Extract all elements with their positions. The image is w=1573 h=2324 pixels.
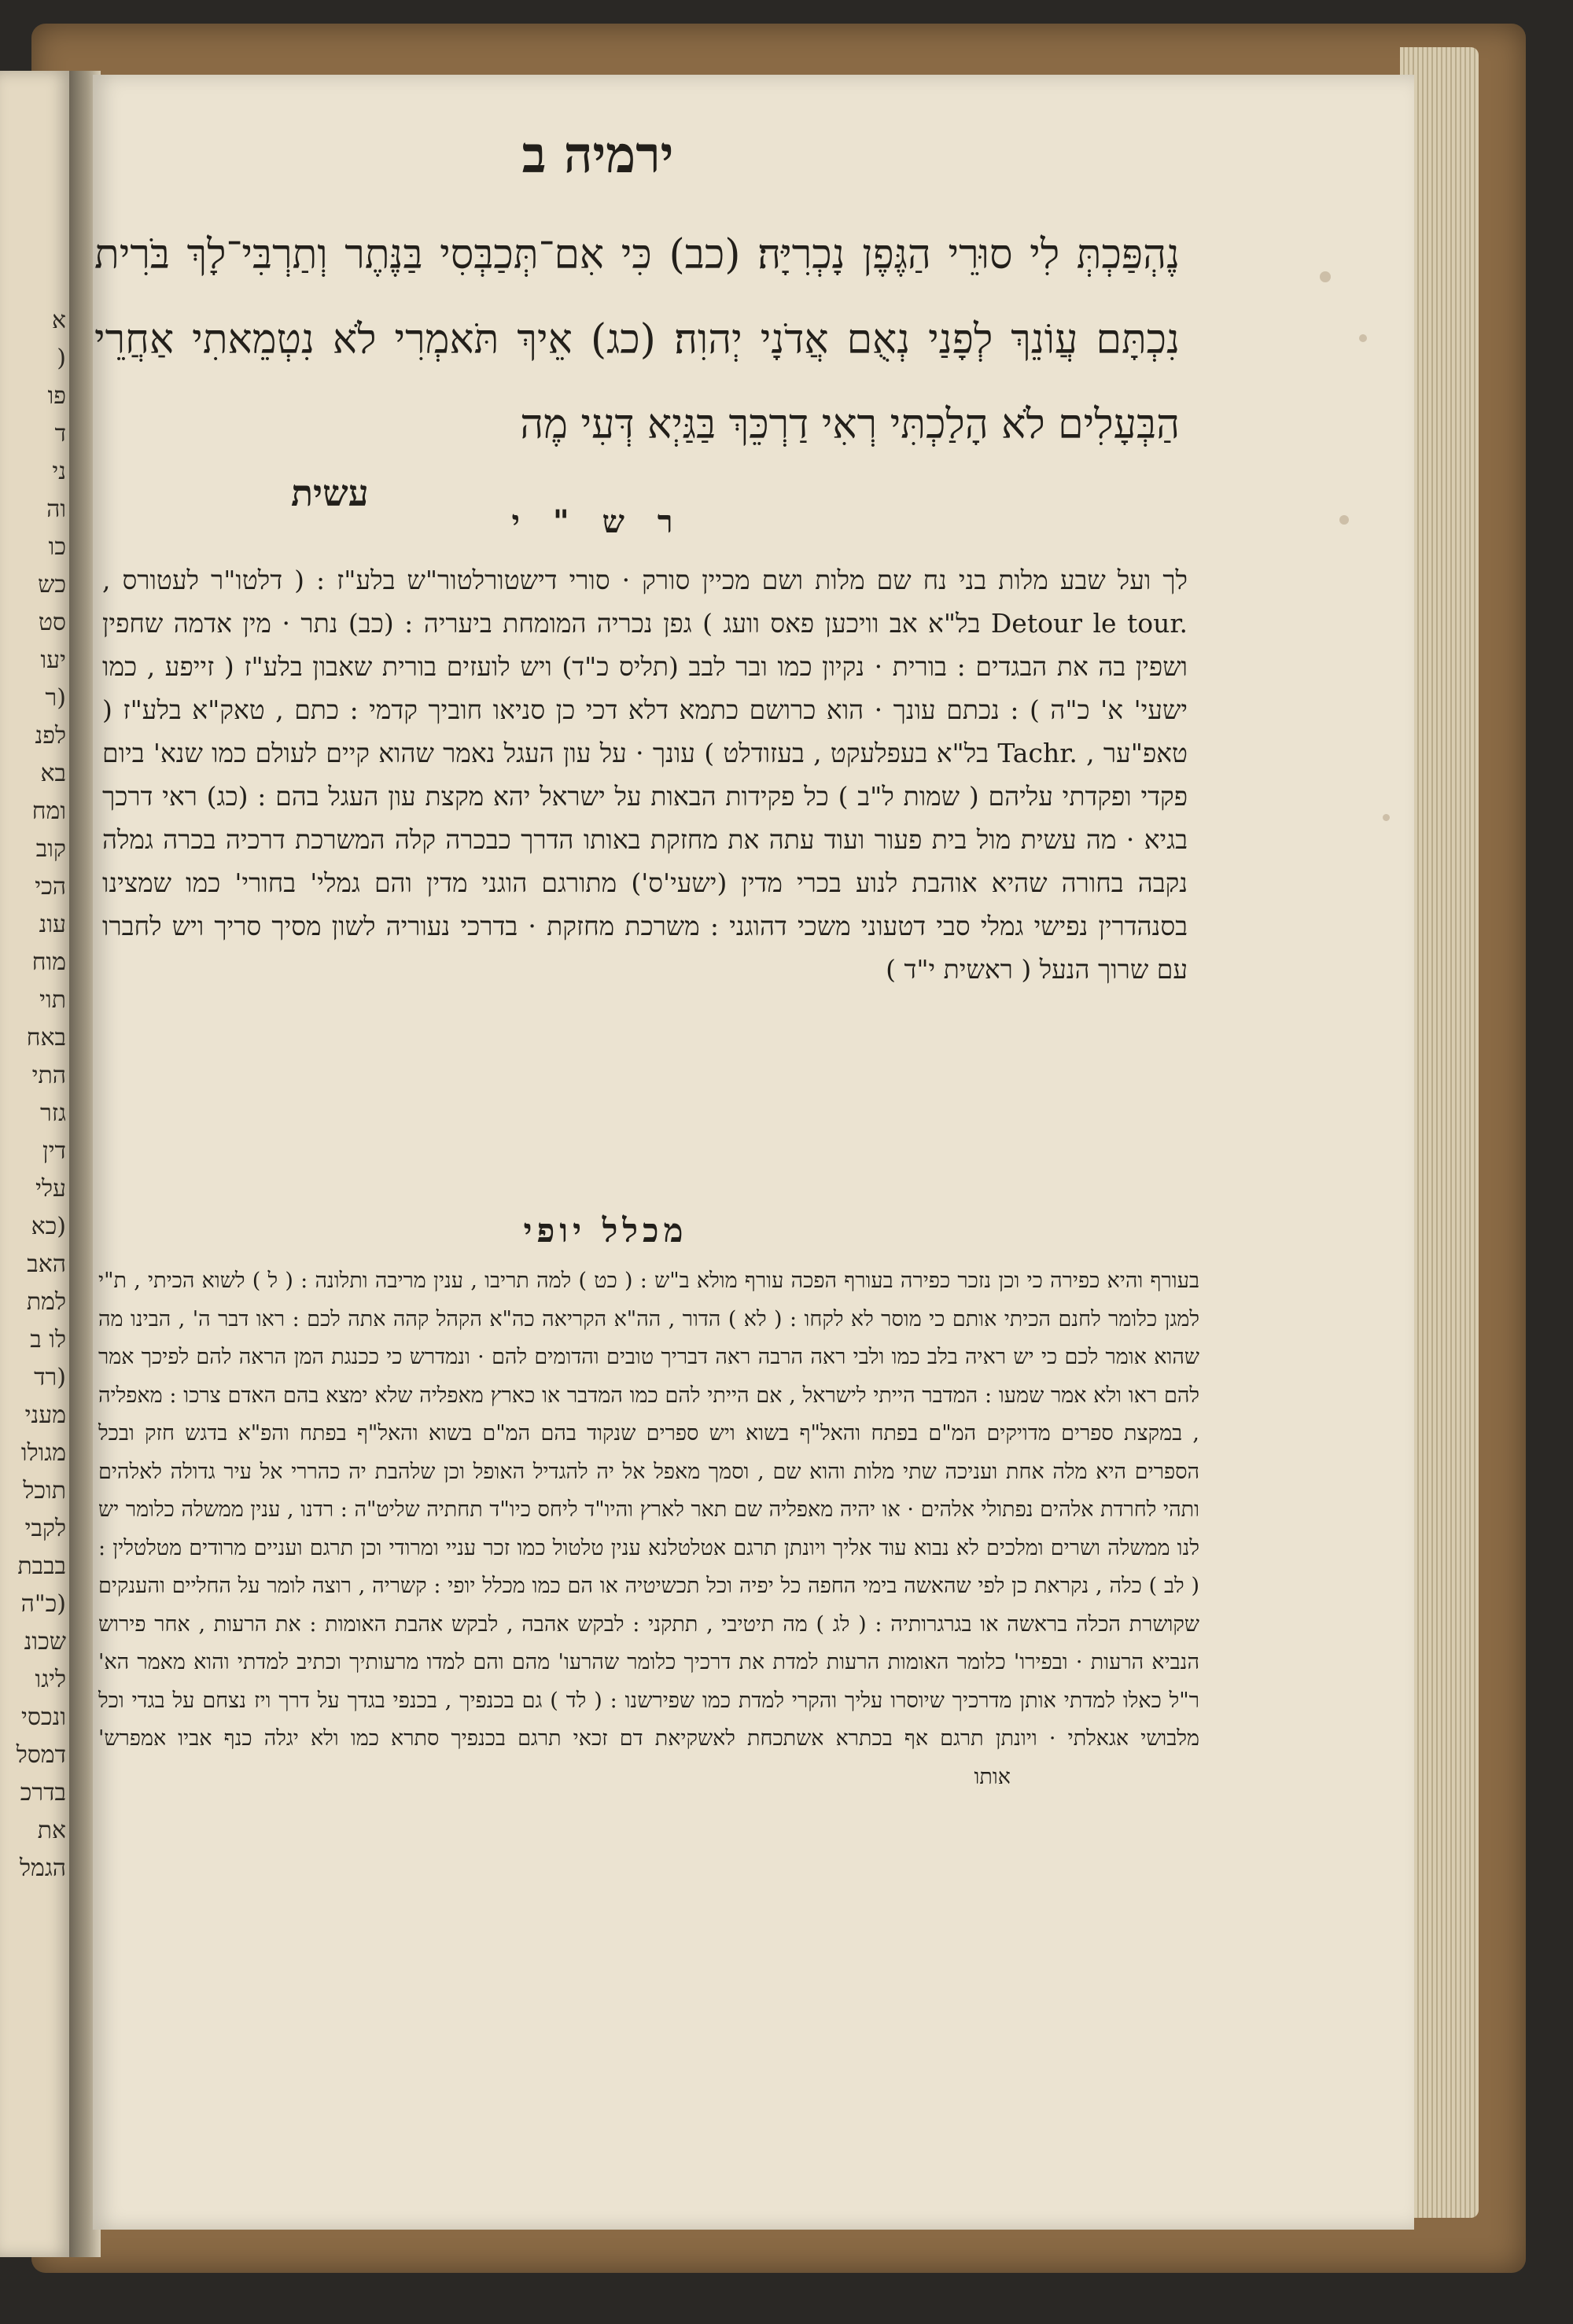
rashi-text-3: בל"א בעפלעקט , בעזודלט ) עונך · על עון העגל נאמר שהוא קיים לעולם כמו שנא' ביום פקדי ופקדתי עליהם ( שמות ל"ב ) כל פקידות הבאות על ישראל יהא מקצת עון העגל בהם : (כג) ראי דרכך בגיא · מה עשית מול בית פעור ועוד עתה את מחזקת באותו הדרך כבכרה קלה המשרכת דרכיה בכרה גמלה נקבה בחורה שהיא אוהבת לנוע בכרי מדין (ישעי'ס') מתורגם הוגני מדין והם גמלי' בחורי' כמו שמצינו בסנהדרין נפישי גמלי סבי דטעוני משכי דהוגני : משרכת מחזקת · בדרכי נעוריה לשון מסיך סריך ויש לחברו עם שרוך הנעל ( ראשית י"ד ) [102, 738, 1188, 985]
rashi-text-2: בל"א אב וויכען פאס וועג ) גפן נכריה המומחת ביעריה : (כב) נתר · מין אדמה שחפין ושפין בה את הבגדים : בורית · נקיון כמו ובר לבב (תליס כ"ד) ויש לועזים בורית שאבון בלע"ז ( זייפע , כמו ישעי' א' כ"ה ) : נכתם עונך · הוא כרושם כתמא דלא דכי כן סניאו חוביך קדמי : כתם , טאק"א בלע"ז ( טאפ"ער , [102, 608, 1188, 768]
rashi-title: ר ש " י [511, 503, 684, 540]
left-page-fragment: א [51, 307, 66, 334]
left-page-fragment: לקבי [24, 1515, 66, 1542]
left-page-fragment: (כא [31, 1213, 66, 1240]
footer-catchword: אותו [974, 1764, 1011, 1789]
ink-stain [1339, 515, 1349, 525]
left-page-fragment: ד [54, 420, 66, 447]
rashi-latin-2: Tachr. [997, 738, 1078, 768]
left-page-fragment: סט [38, 609, 66, 636]
left-page-fragment: (כ"ה [20, 1590, 66, 1618]
left-page-fragment: כש [38, 571, 66, 598]
left-page-fragment: למת [26, 1288, 66, 1316]
left-page-fragment: לו ב [30, 1326, 66, 1354]
mikhlal-yofi-text: בעורף והיא כפירה כי וכן נזכר כפירה בעורף הפכה עורף מולא ב"ש : ( כט ) למה תריבו , ענין מריבה ותלונה : ( ל ) לשוא הכיתי , ת"י למגן כלומר לחנם הכיתי אותם כי מוסר לא לקחו : ( לא ) הדור , הה"א הקריאה כה"א הקהל קהה אתה לכם : ראו דבר ה' , הבינו מה שהוא אומר לכם כי יש ראיה בלב כמו ולבי ראה הרבה ראה דבריך טובים והדומים להם · ונמדרש כי ככנגת המן הראה להם לפיכך אמר להם ראו ולא אמר שמעו : המדבר הייתי לישראל , אם הייתי להם כמו המדבר או כארץ מאפליה שלא ימצא בהם האדם צרכו : מאפליה , במקצת ספרים מדויקים המ"ם בפתח והאל"ף בשוא ויש ספרים שנקוד בהם המ"ם בשוא והאל"ף בפתח והפ"א בדגש חזק ובכל הספרים היא מלה אחת ועניכה שתי מלות והוא שם , וסמך מאפל אל יה להגדיל האופל וכן שלהבת יה כהררי אל עיר גדולה לאלהים ותהי לחרדת אלהים נפתולי אלהים · או יהיה מאפליה שם תאר לארץ והיו"ד ליחס כיו"ד תחתיה שליט"ה : רדנו , ענין ממשלה כלומר יש לנו ממשלה ושרים ומלכים לא נבוא עוד אליך ויונתן תרגם אטלטלנא ענין טלטול כמו זכר עניי ומרודי וכן תרגם ועניים מרודים מטלטלין : ( לב ) כלה , נקראת כן לפי שהאשה בימי החפה כל יפיה וכל תכשיטיה או הם כמו מכלל יופי : קשריה , רוצה לומר על החליים והענקים שקושרת הכלה בראשה או בגרגרותיה : ( לג ) מה תיטיבי , תתקני : לבקש אהבה , לבקש אהבת האומות : את הרעות , אחר פירוש הנביא הרעות · ובפירו' כלומר האומות הרעות למדת את דרכיך כלומר שהרעו' מהם והם למדו מרעותיך וכתיב למדתי והוא מאמר הא' ר"ל כאלו למדתי אותן מדרכיך שיוסרו עליך והקרי למדת כמו שפירשנו : ( לד ) גם בכנפיך , בכנפי בגדך על דרך ויז נצחם על בגדי וכל מלבושי אגאלתי · ויונתן תרגם אף בכתרא אשתכחת לאשקיאת דם זכאי תרגם בכנפיך סתרא כמו ולא יגלה כנף אביו אמפרש' [98, 1269, 1199, 1751]
left-page-fragment: ומח [31, 797, 66, 825]
left-page-fragment: בבבת [17, 1552, 66, 1580]
left-page-fragment: תוכל [23, 1477, 66, 1505]
rashi-text-1: לך ועל שבע מלות בני נח שם מלות ושם מכיין סורק · סורי דישטורלטור"ש בלע"ז : ( דלטו"ר לעטורס , [102, 565, 1188, 595]
left-page-fragment: לפנ [35, 722, 66, 749]
catchword: עשית [291, 472, 369, 514]
left-page-fragment: (רד [34, 1364, 66, 1391]
left-page-fragment: בא [40, 760, 66, 787]
left-page-fragment: באח [26, 1024, 66, 1052]
left-page-fragment: פו [47, 382, 66, 410]
left-page-fragment: קוב [35, 835, 66, 863]
left-page-fragment: מעני [24, 1401, 66, 1429]
left-page-fragment: וה [46, 495, 66, 523]
rashi-commentary [102, 558, 1188, 991]
left-page-fragment: הגמל [20, 1854, 66, 1882]
ink-stain [1383, 814, 1390, 821]
left-page-fragment: ליגו [35, 1666, 66, 1693]
left-page-fragment: גזר [39, 1099, 66, 1127]
left-page-fragment: דין [42, 1137, 66, 1165]
left-page-fragment: עלי [35, 1175, 66, 1203]
left-page-fragment: עונ [39, 911, 66, 938]
left-page-fragment: שכונ [24, 1628, 66, 1656]
mikhlal-yofi-commentary [98, 1262, 1199, 1796]
left-page-fragment: מגולו [20, 1439, 66, 1467]
left-page-fragment: את [37, 1817, 66, 1844]
left-page-fragment: (ר [45, 684, 66, 712]
left-page-fragment: תוי [39, 986, 66, 1014]
left-page-fragment: ונכסי [20, 1703, 66, 1731]
left-page-fragment: מוח [31, 948, 66, 976]
page-header: ירמיה ב [521, 126, 674, 185]
left-page-fragment: ( [57, 344, 66, 372]
left-page-fragment: בדרכ [20, 1779, 66, 1807]
left-page-fragment: ני [52, 458, 66, 485]
mikhlal-yofi-title: מכלל יופי [523, 1211, 688, 1250]
left-page-fragment: הכי [35, 873, 66, 901]
scripture-verses: נֶהְפַּכְתְּ לִי סוּרֵי הַגֶּפֶן נָכְרִיָּה׃ (כב) כִּי אִם־תְּכַבְּסִי בַּנֶּתֶר וְתַרְבִּי־לָךְ בֹּרִית נִכְתָּם עֲוֹנֵךְ לְפָנַי נְאֻם אֲדֹנָי יְהוִה׃ (כג) אֵיךְ תֹּאמְרִי לֹא נִטְמֵאתִי אַחֲרֵי הַבְּעָלִים לֹא הָלַכְתִּי רְאִי דַרְכֵּךְ בַּגַּיְא דְּעִי מֶה [94, 231, 1180, 448]
left-page-fragment: התי [31, 1062, 66, 1089]
ink-stain [1320, 271, 1331, 282]
left-page-fragment: יעו [40, 646, 66, 674]
left-page-fragment: כו [48, 533, 66, 561]
ink-stain [1359, 334, 1367, 342]
left-page-fragment: דמסל [16, 1741, 66, 1769]
left-page-fragment: האב [27, 1250, 66, 1278]
rashi-latin-1: Detour le tour. [990, 608, 1188, 639]
left-page-edge [0, 71, 71, 2257]
